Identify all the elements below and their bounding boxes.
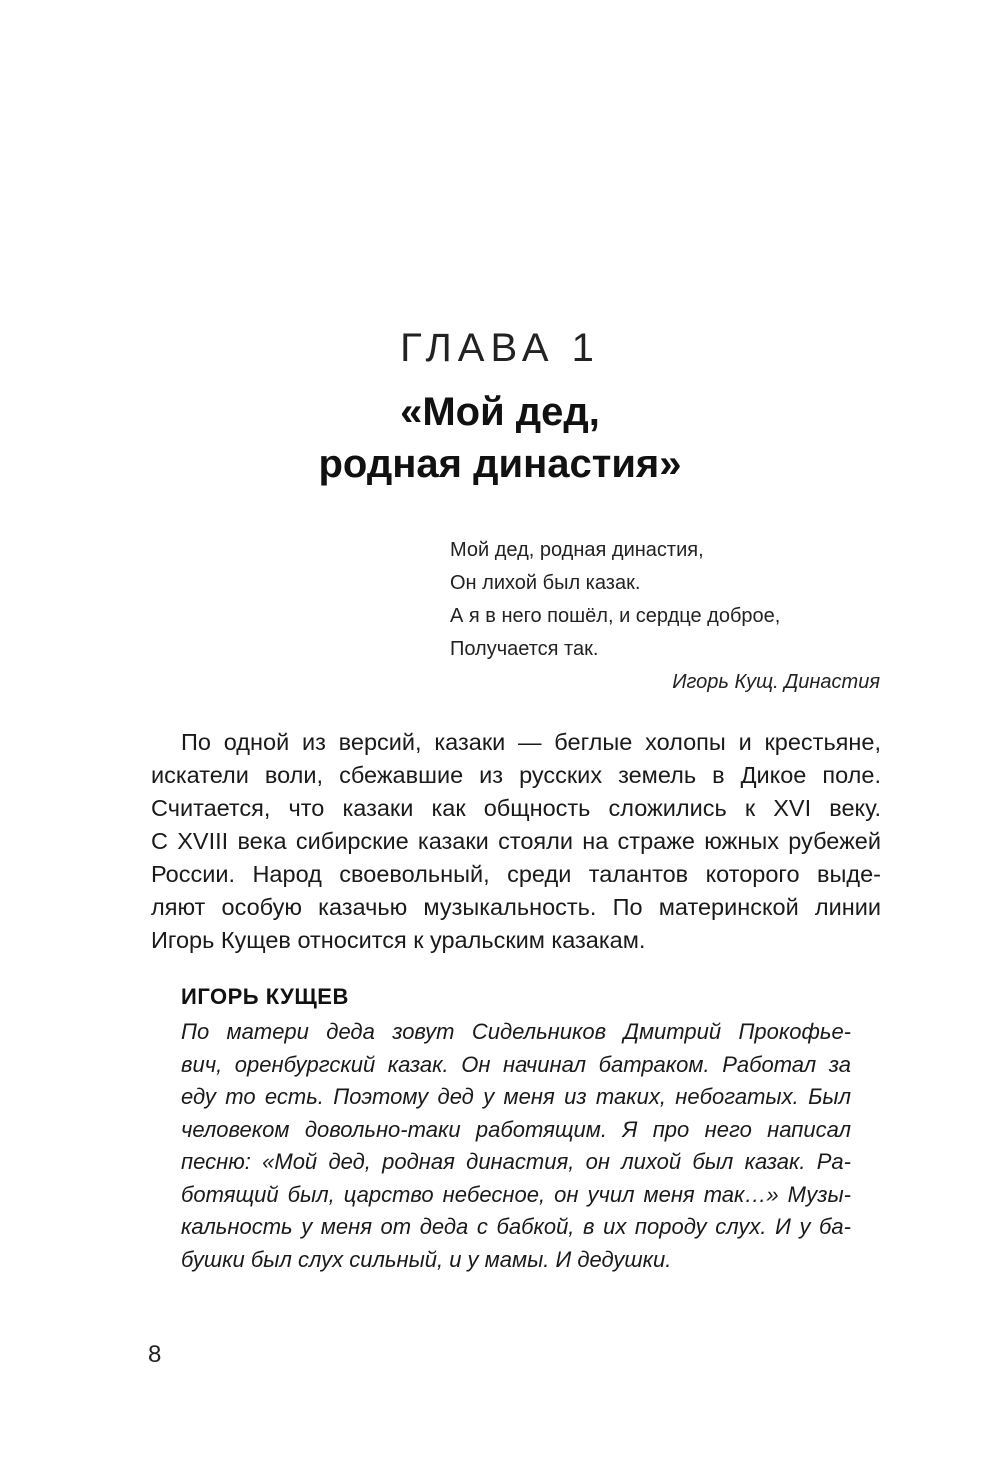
- chapter-title: [0, 386, 1000, 490]
- epigraph-line: Получается так.: [450, 638, 599, 660]
- body-paragraph: [151, 726, 881, 957]
- chapter-title-line: родная династия»: [318, 442, 682, 486]
- body-line: С XVIII века сибирские казаки стояли на страже южных рубежей: [151, 828, 881, 854]
- body-line: ляют особую казачью музыкальность. По материнской линии: [151, 894, 881, 920]
- interview-speaker: ИГОРЬ КУЩЕВ: [181, 984, 349, 1009]
- quote-line: бушки был слух сильный, и у мамы. И дедушки.: [181, 1246, 672, 1272]
- epigraph-line: Он лихой был казак.: [450, 572, 641, 594]
- page-number: 8: [148, 1341, 162, 1368]
- quote-line: песню: «Мой дед, родная династия, он лихой был казак. Ра-: [181, 1149, 851, 1174]
- chapter-title-line: «Мой дед,: [400, 390, 600, 434]
- body-line: Игорь Кущев относится к уральским казакам.: [151, 927, 646, 953]
- epigraph: [450, 534, 880, 699]
- quote-line: кальность у меня от деда с бабкой, в их породу слух. И у ба-: [181, 1214, 851, 1239]
- quote-line: ботящий был, царство небесное, он учил меня так…» Музы-: [181, 1181, 851, 1207]
- body-line: России. Народ своевольный, среди талантов которого выде-: [151, 861, 881, 887]
- quote-line: вич, оренбургский казак. Он начинал батраком. Работал за: [181, 1051, 851, 1077]
- quote-line: еду то есть. Поэтому дед у меня из таких, небогатых. Был: [181, 1084, 851, 1109]
- chapter-label: ГЛАВА 1: [400, 326, 600, 370]
- body-line: искатели воли, сбежавшие из русских земель в Дикое поле.: [151, 762, 881, 788]
- quote-line: По матери деда зовут Сидельников Дмитрий Прокофье-: [181, 1019, 851, 1044]
- body-line: Считается, что казаки как общность сложились к XVI веку.: [151, 795, 881, 821]
- quote-line: человеком довольно-таки работящим. Я про него написал: [181, 1116, 851, 1142]
- epigraph-line: Мой дед, родная династия,: [450, 539, 704, 561]
- body-line: По одной из версий, казаки — беглые холопы и крестьяне,: [181, 729, 881, 755]
- epigraph-attribution: Игорь Кущ. Династия: [672, 671, 880, 693]
- epigraph-line: А я в него пошёл, и сердце доброе,: [450, 605, 781, 627]
- interview-quote: [181, 1016, 851, 1276]
